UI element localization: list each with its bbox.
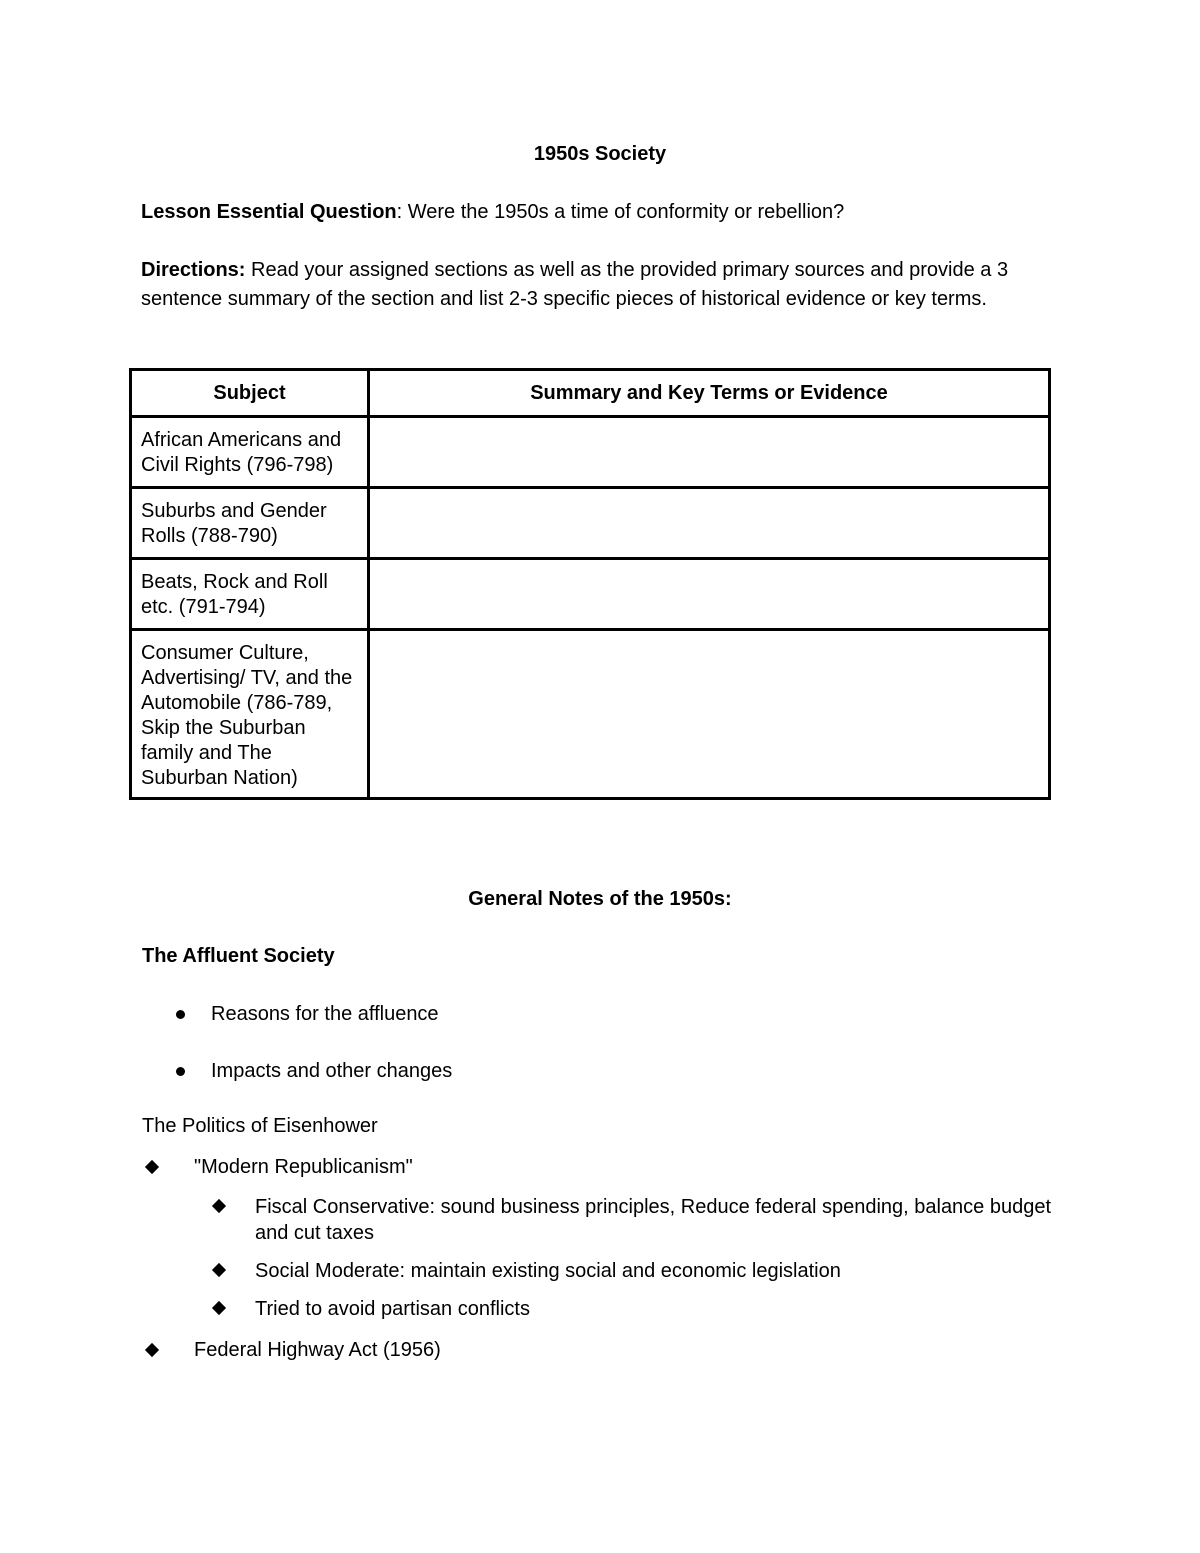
- question-label: Lesson Essential Question: [141, 201, 397, 223]
- summary-text: [370, 631, 1048, 645]
- subject-text: Beats, Rock and Roll etc. (791-794): [141, 571, 328, 618]
- affluent-heading: The Affluent Society: [142, 945, 335, 967]
- subject-cell: [131, 417, 369, 488]
- list-item-text: Social Moderate: maintain existing social and economic legislation: [255, 1260, 841, 1282]
- directions-label: Directions:: [141, 259, 246, 281]
- list-item-text: Reasons for the affluence: [211, 1003, 439, 1025]
- list-item-text: "Modern Republicanism": [194, 1156, 413, 1178]
- subject-text: African Americans and Civil Rights (796-798): [141, 429, 342, 476]
- subject-cell: [131, 630, 369, 799]
- table-row: [131, 559, 1050, 630]
- summary-cell[interactable]: [369, 559, 1050, 630]
- subject-cell: [131, 488, 369, 559]
- bullet-dot-icon: [176, 1067, 185, 1076]
- summary-cell[interactable]: [369, 417, 1050, 488]
- list-item-text: Impacts and other changes: [211, 1060, 453, 1082]
- diamond-bullet-icon: [145, 1160, 159, 1174]
- subject-text: Suburbs and Gender Rolls (788-790): [141, 500, 327, 547]
- politics-heading: The Politics of Eisenhower: [142, 1115, 378, 1137]
- diamond-bullet-icon: [212, 1301, 226, 1315]
- header-subject: Subject: [131, 370, 369, 417]
- table-header-row: [131, 370, 1050, 417]
- diamond-bullet-icon: [212, 1263, 226, 1277]
- essential-question: [141, 199, 1071, 225]
- bullet-dot-icon: [176, 1010, 185, 1019]
- table-row: [131, 630, 1050, 799]
- page-title: 1950s Society: [533, 143, 667, 165]
- summary-text: [370, 560, 1048, 574]
- list-item-text: Federal Highway Act (1956): [194, 1339, 441, 1361]
- directions-text: Read your assigned sections as well as the provided primary sources and provide a 3 sentence summary of the section and list 2-3 specific pieces of historical evidence or key terms.: [141, 259, 1009, 310]
- summary-text: [370, 489, 1048, 503]
- diamond-bullet-icon: [145, 1343, 159, 1357]
- header-summary: Summary and Key Terms or Evidence: [369, 370, 1050, 417]
- directions: [141, 256, 1071, 313]
- subject-text: Consumer Culture, Advertising/ TV, and the Automobile (786-789, Skip the Suburban family and The Suburban Nation): [141, 642, 353, 789]
- notes-heading: General Notes of the 1950s:: [468, 888, 732, 910]
- table-row: [131, 417, 1050, 488]
- summary-table: [129, 368, 1051, 800]
- summary-cell[interactable]: [369, 488, 1050, 559]
- subject-cell: [131, 559, 369, 630]
- summary-text: [370, 418, 1048, 432]
- question-text: : Were the 1950s a time of conformity or rebellion?: [396, 201, 845, 223]
- list-item-text: Fiscal Conservative: sound business principles, Reduce federal spending, balance budget and cut taxes: [255, 1196, 1052, 1244]
- list-item-text: Tried to avoid partisan conflicts: [255, 1298, 530, 1320]
- table-row: [131, 488, 1050, 559]
- diamond-bullet-icon: [212, 1199, 226, 1213]
- summary-cell[interactable]: [369, 630, 1050, 799]
